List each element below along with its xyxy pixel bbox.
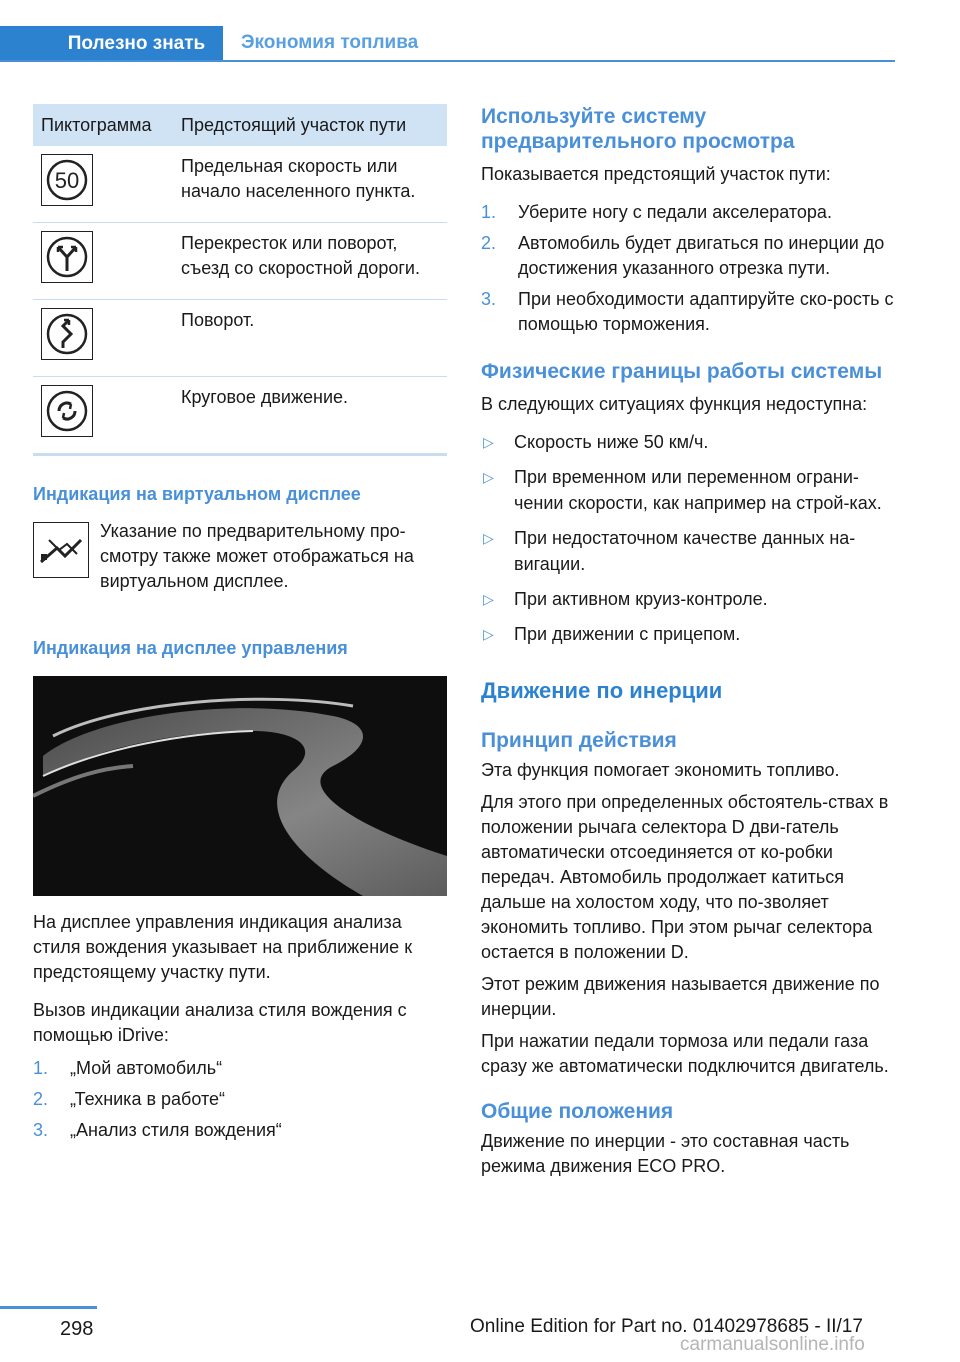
pictogram-table: [33, 104, 447, 456]
tab-fuel-economy[interactable]: [223, 26, 436, 60]
step-text: Автомобиль будет двигаться по инерции до достижения указанного отрезка пути.: [518, 233, 885, 278]
use-system-intro: Показывается предстоящий участок пути:: [481, 164, 831, 184]
control-display-paragraph-1: На дисплее управления индикация анализа стиля вождения указывает на приближение к предстоящему участку пути.: [33, 912, 413, 982]
limit-text: При временном или переменном ограни-чении скорости, как например на строй-ках.: [514, 467, 882, 513]
use-system-steps: [481, 200, 895, 337]
tab-useful-info-label: Полезно знать: [67, 33, 206, 54]
road-preview-image: [33, 676, 447, 896]
footer-divider: [0, 1306, 97, 1309]
idrive-steps: [33, 1056, 447, 1143]
step-text: „Техника в работе“: [70, 1089, 226, 1109]
limit-text: Скорость ниже 50 км/ч.: [514, 432, 709, 452]
limits-list: [481, 429, 895, 647]
edition-info: Online Edition for Part no. 01402978685 - II/17: [470, 1316, 863, 1337]
roundabout-icon: [41, 385, 93, 437]
virtual-display-text: Указание по предварительному про-смотру также может отображаться на виртуальном дисплее.: [100, 521, 414, 591]
limit-text: При недостаточном качестве данных на-вигации.: [514, 528, 856, 574]
step-text: При необходимости адаптируйте ско-рость с помощью торможения.: [518, 289, 894, 334]
control-display-paragraph-2: Вызов индикации анализа стиля вождения с помощью iDrive:: [33, 1000, 407, 1045]
triangle-bullet-icon: ▷: [483, 591, 494, 607]
step-text: Уберите ногу с педали акселератора.: [518, 202, 832, 222]
general-heading: Общие положения: [481, 1100, 674, 1123]
list-item: [481, 231, 895, 281]
list-item: [481, 525, 895, 577]
table-row: [33, 377, 447, 455]
step-text: „Мой автомобиль“: [70, 1058, 223, 1078]
right-column: [481, 104, 895, 1179]
list-item: [481, 200, 895, 225]
list-item: [481, 464, 895, 516]
list-item: [33, 1087, 447, 1112]
table-row: [33, 146, 447, 223]
step-text: „Анализ стиля вождения“: [70, 1120, 282, 1140]
principle-paragraph-1: Эта функция помогает экономить топливо.: [481, 760, 840, 780]
control-display-heading: Индикация на дисплее управления: [33, 638, 348, 658]
tab-fuel-economy-label: Экономия топлива: [241, 32, 419, 53]
row-description: Предельная скорость или начало населенного пункта.: [173, 146, 447, 223]
row-description: Поворот.: [173, 300, 447, 377]
tab-useful-info[interactable]: [0, 26, 223, 62]
table-header-route: Предстоящий участок пути: [173, 104, 447, 146]
watermark: carmanualsonline.info: [680, 1334, 865, 1355]
list-item: [481, 429, 895, 455]
table-row: [33, 223, 447, 300]
road-preview-icon: [33, 522, 89, 578]
left-column: [33, 104, 447, 1149]
step-number: 2.: [481, 233, 497, 253]
step-number: 1.: [33, 1058, 49, 1078]
row-description: Круговое движение.: [173, 377, 447, 455]
principle-paragraph-3: Этот режим движения называется движение по инерции.: [481, 974, 880, 1019]
virtual-display-block: [33, 519, 447, 594]
row-description: Перекресток или поворот, съезд со скоростной дороги.: [173, 223, 447, 300]
limits-intro: В следующих ситуациях функция недоступна:: [481, 394, 868, 414]
junction-icon: [41, 231, 93, 283]
step-number: 2.: [33, 1089, 49, 1109]
speed-limit-50-icon: [41, 154, 93, 206]
principle-paragraph-4: При нажатии педали тормоза или педали газа сразу же автоматически подключится двигатель.: [481, 1031, 889, 1076]
general-paragraph-1: Движение по инерции - это составная часть режима движения ECO PRO.: [481, 1131, 850, 1176]
list-item: [33, 1118, 447, 1143]
limit-text: При движении с прицепом.: [514, 624, 741, 644]
use-system-heading: Используйте систему предварительного просмотра: [481, 105, 795, 153]
curve-icon: [41, 308, 93, 360]
limits-heading: Физические границы работы системы: [481, 360, 883, 383]
list-item: [33, 1056, 447, 1081]
speed-limit-value: 50: [54, 168, 80, 193]
step-number: 3.: [33, 1120, 49, 1140]
header-divider: [0, 60, 895, 62]
page-number: 298: [60, 1318, 94, 1340]
table-row: [33, 300, 447, 377]
principle-paragraph-2: Для этого при определенных обстоятель-ствах в положении рычага селектора D дви-гатель автоматически отсоединяется от ко-робки передач. Автомобиль продолжает катиться дальше на холостом ходу, что по-зволяет экономить топливо. При этом рычаг селектора остается в положении D.: [481, 792, 889, 962]
coasting-heading: Движение по инерции: [481, 678, 723, 703]
step-number: 3.: [481, 289, 497, 309]
step-number: 1.: [481, 202, 497, 222]
table-header-pictogram: Пиктограмма: [33, 104, 173, 146]
triangle-bullet-icon: ▷: [483, 530, 494, 546]
triangle-bullet-icon: ▷: [483, 626, 494, 642]
limit-text: При активном круиз-контроле.: [514, 589, 768, 609]
list-item: [481, 621, 895, 647]
triangle-bullet-icon: ▷: [483, 469, 494, 485]
list-item: [481, 287, 895, 337]
principle-heading: Принцип действия: [481, 729, 677, 752]
virtual-display-heading: Индикация на виртуальном дисплее: [33, 484, 361, 504]
list-item: [481, 586, 895, 612]
triangle-bullet-icon: ▷: [483, 434, 494, 450]
